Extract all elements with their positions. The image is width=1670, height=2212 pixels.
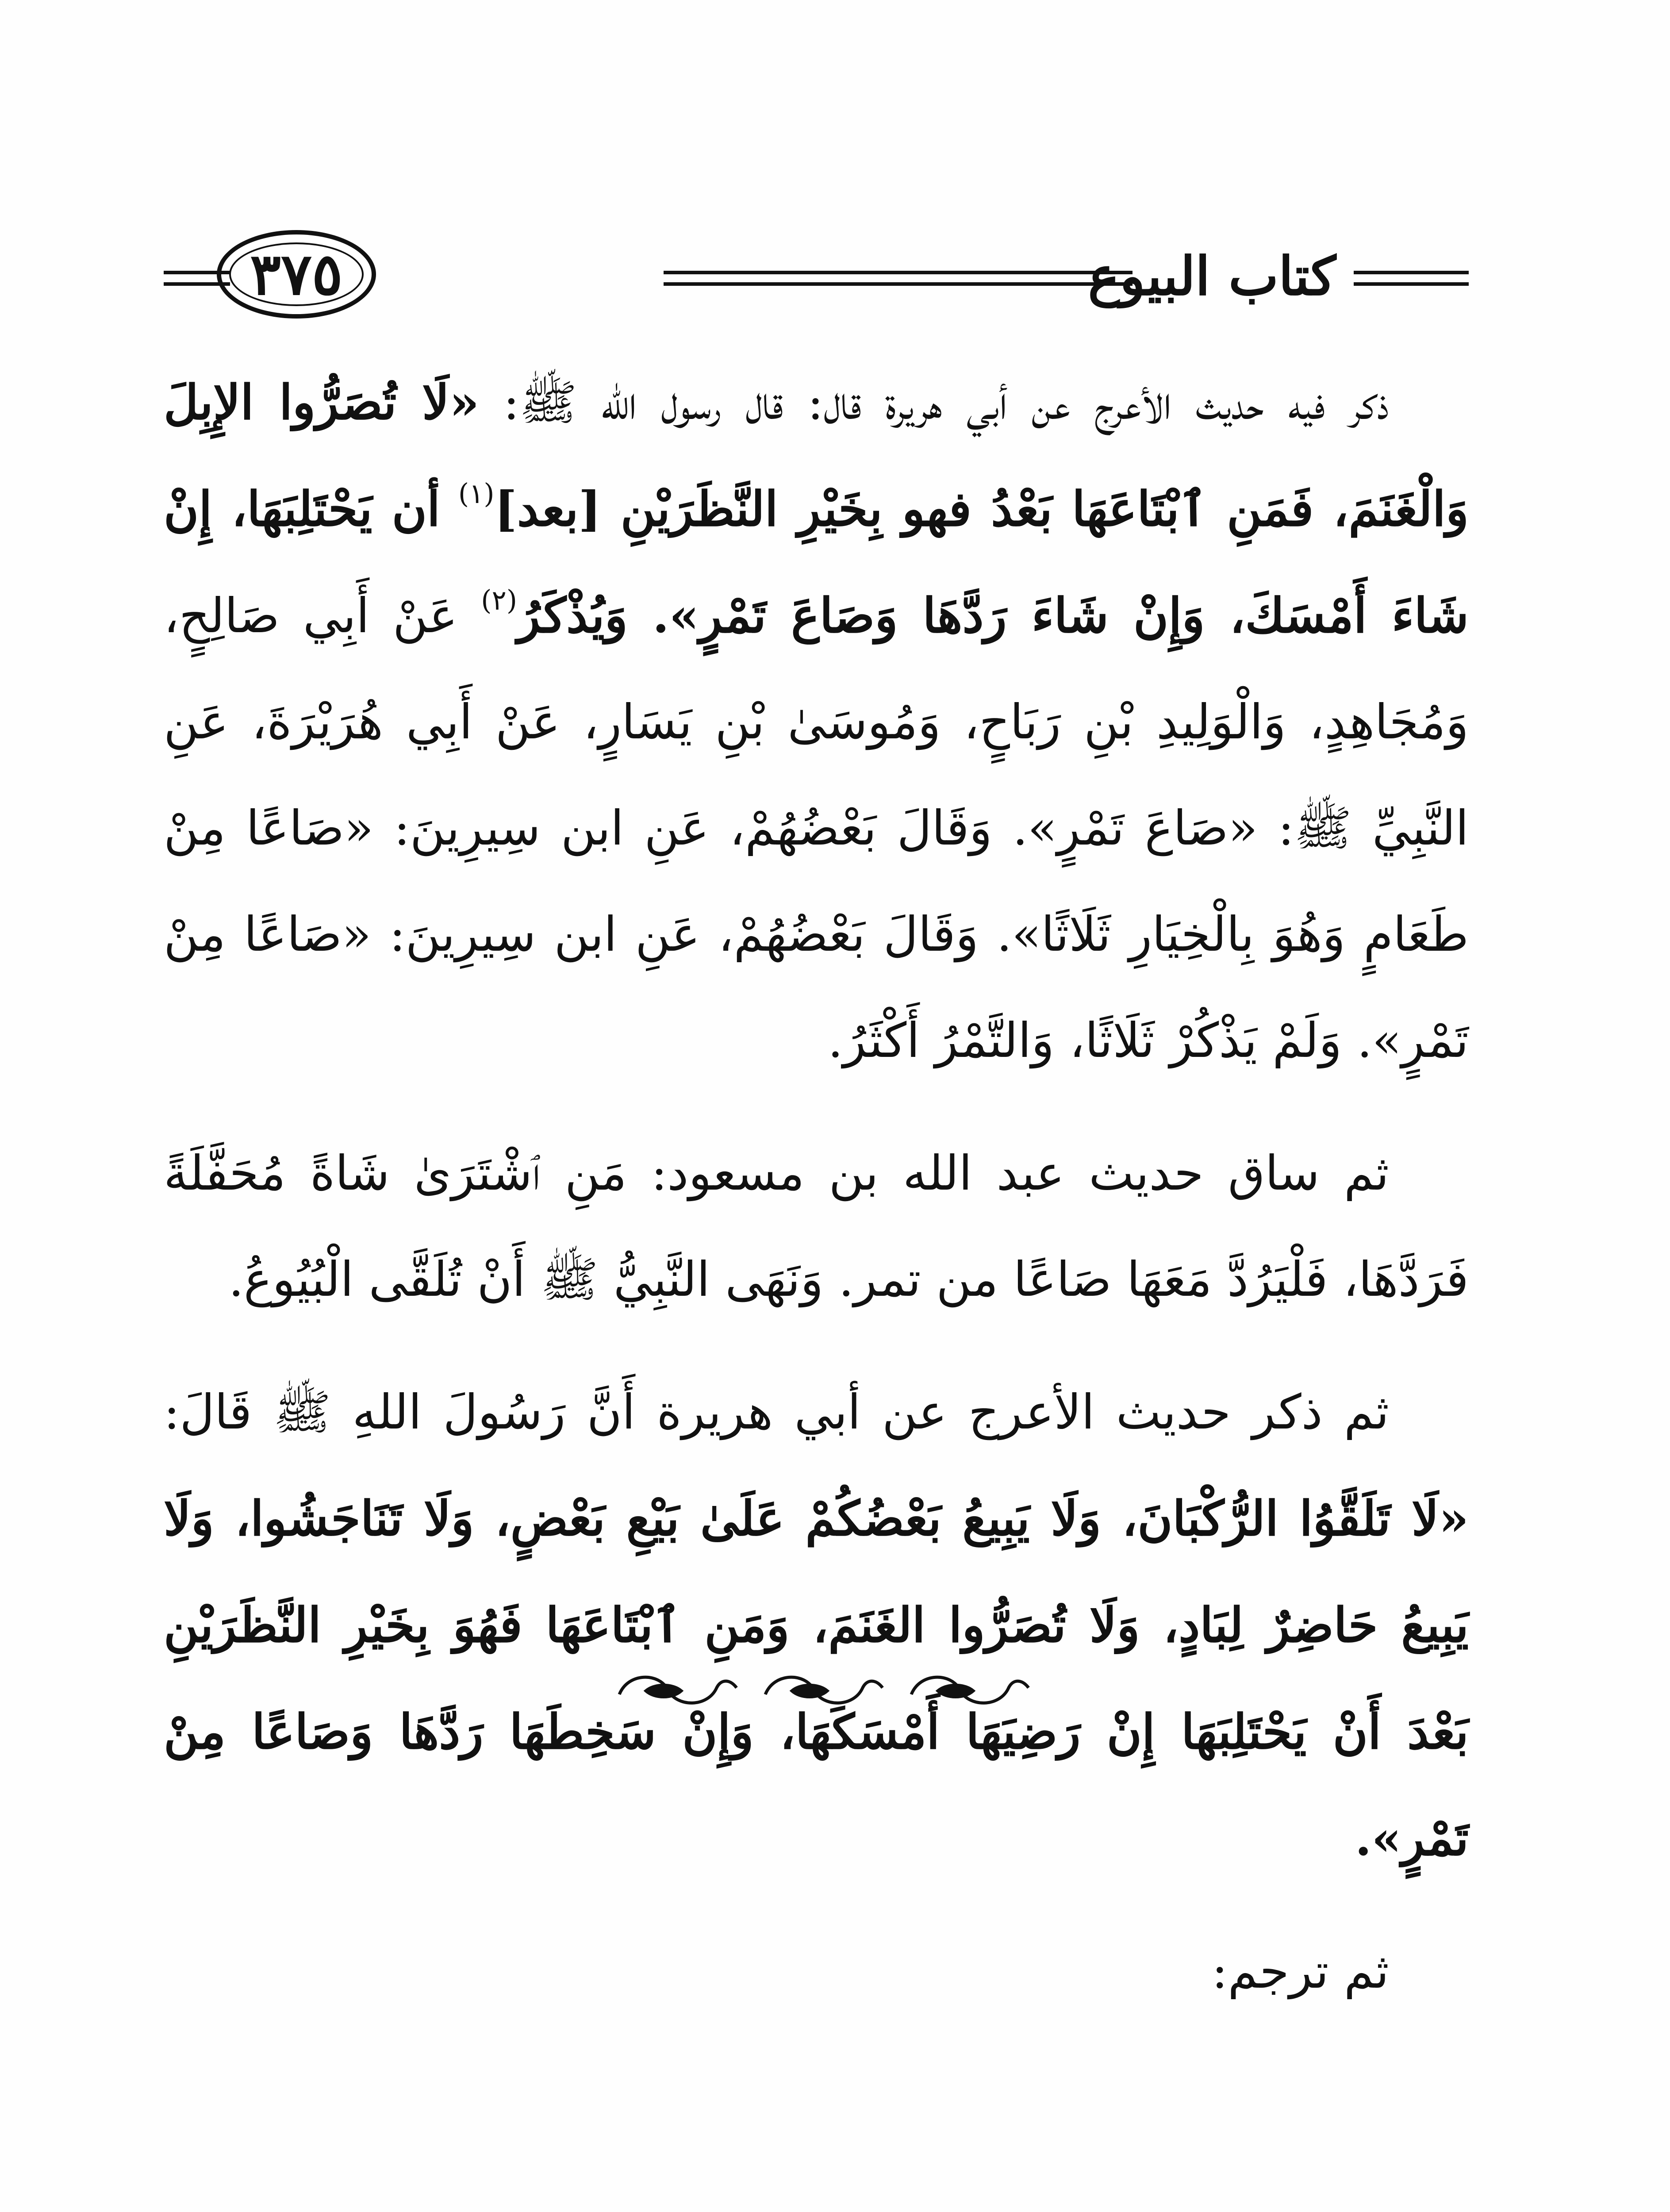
section-ornament [610,1663,1044,1717]
main-text [164,349,1469,2051]
hadith-quote: «لَا تَلَقَّوُا الرُّكْبَانَ، وَلَا يَبِيعُ بَعْضُكُمْ عَلَىٰ بَيْعِ بَعْضٍ، وَلَا تَنَاجَشُوا، وَلَا يَبِيعُ حَاضِرٌ لِبَادٍ، وَلَا تُصَرُّوا الغَنَمَ، وَمَنِ ٱبْتَاعَهَا فَهُوَ بِخَيْرِ النَّظَرَيْنِ بَعْدَ أَنْ يَحْتَلِبَهَا إِنْ رَضِيَهَا أَمْسَكَهَا، وَإِنْ سَخِطَهَا رَدَّهَا وَصَاعًا مِنْ تَمْرٍ». [164,1491,1469,1866]
header-rule [664,271,1133,274]
paragraph-text: فَلْيَرُدَّ مَعَهَا صَاعًا من تمر. وَنَهَى النَّبِيُّ ﷺ أَنْ تُلَقَّى الْبُيُوعُ. [228,1252,1328,1307]
paragraph-text: عَنْ أَبِي صَالِحٍ، وَمُجَاهِدٍ، وَالْوَلِيدِ بْنِ رَبَاحٍ، وَمُوسَىٰ بْنِ يَسَارٍ، عَنْ أَبِي هُرَيْرَةَ، عَنِ النَّبِيِّ ﷺ: «صَاعَ تَمْرٍ». وَقَالَ بَعْضُهُمْ، عَنِ ابن سِيرِينَ: «صَاعًا مِنْ طَعَامٍ وَهُوَ بِالْخِيَارِ ثَلَاثًا». وَقَالَ بَعْضُهُمْ، عَنِ ابن سِيرِينَ: «صَاعًا مِنْ تَمْرٍ». وَلَمْ يَذْكُرْ ثَلَاثًا، وَالتَّمْرُ أَكْثَرُ. [164,588,1469,1068]
paragraph [164,1919,1469,2025]
hadith-quote: «لَا تُصَرُّوا الإِبِلَ وَالْغَنَمَ، فَمَنِ ٱبْتَاعَهَا بَعْدُ فهو بِخَيْرِ النَّظَرَيْنِ [بعد] [164,375,1469,537]
running-header [164,230,1469,323]
footnote-ref[interactable]: (١) [458,477,495,510]
paragraph-lead: ثم ذكر حديث الأعرج عن أبي هريرة أَنَّ رَسُولَ اللهِ ﷺ قَالَ: [164,1385,1389,1440]
footnote-ref[interactable]: (٢) [481,584,518,616]
header-rule [1354,271,1469,274]
header-rule [664,282,1133,286]
ornament-unit [765,1677,883,1703]
ornament-unit [619,1677,737,1703]
paragraph [164,1121,1469,1333]
ornament-unit [911,1677,1029,1703]
paragraph-lead: ثم ساق حديث عبد الله بن مسعود: مَنِ ٱشْتَرَىٰ شَاةً مُحَفَّلَةً فَرَدَّهَا، [164,1146,1469,1307]
paragraph [164,1359,1469,1892]
paragraph-lead: ثم ترجم: [1212,1944,1389,1999]
ornament-flourish-icon [610,1663,1044,1717]
paragraph [164,349,1469,1094]
header-rule [164,282,230,286]
paragraph-lead: ذكر فيه حديث الأعرج عن أبي هريرة قال: قال رسول الله ﷺ: [503,375,1389,430]
page-number: ٣٧٥ [250,240,343,308]
book-title: كتاب البيوع [1088,245,1336,307]
hadith-quote: أن يَحْتَلِبَهَا، إِنْ شَاءَ أَمْسَكَ، وَإِنْ شَاءَ رَدَّهَا وَصَاعَ تَمْرٍ». وَيُذْكَرُ [164,481,1469,644]
header-rule [1354,282,1469,286]
page-number-frame [217,230,376,319]
header-rule [164,271,230,274]
